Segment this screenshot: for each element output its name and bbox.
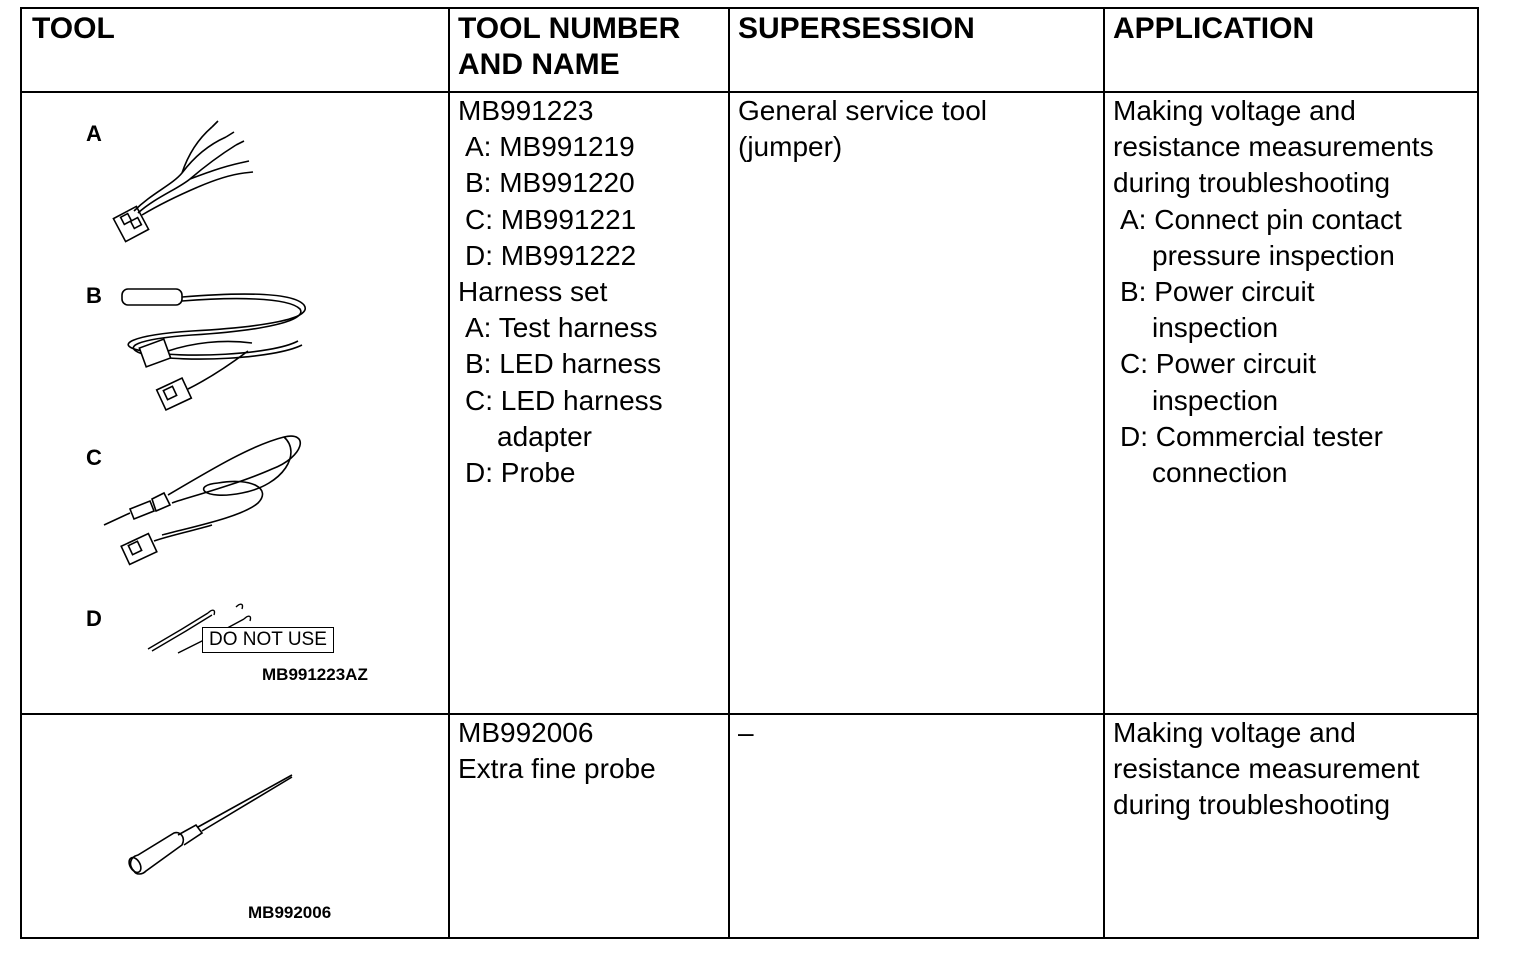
- application-line-1: Making voltage and: [1113, 717, 1356, 748]
- supersession-line-1: General service tool: [738, 95, 988, 126]
- led-harness-drawing: [122, 289, 305, 410]
- component-number-b: B: MB991220: [465, 167, 635, 199]
- header-tool: TOOL: [32, 12, 115, 45]
- tool-name: Extra fine probe: [458, 753, 656, 785]
- harness-drawings: [22, 93, 446, 713]
- tool-number: MB991223: [458, 95, 594, 126]
- application-item-d: D: Commercial tester: [1120, 420, 1383, 452]
- application-item-d-cont: connection: [1152, 457, 1288, 489]
- tool-label-a: A: [86, 121, 102, 146]
- do-not-use-label: DO NOT USE: [202, 627, 334, 653]
- harness-set-illustration: [22, 93, 446, 713]
- supersession-mb991223: [738, 93, 987, 165]
- test-harness-drawing: [113, 121, 253, 242]
- application-line-2: resistance measurements: [1113, 131, 1434, 163]
- application-item-c: C: Power circuit: [1120, 348, 1317, 380]
- component-number-a: A: MB991219: [465, 131, 635, 163]
- application-item-a-cont: pressure inspection: [1152, 239, 1395, 271]
- application-item-a: A: Connect pin contact: [1120, 203, 1402, 235]
- application-item-b-cont: inspection: [1152, 312, 1279, 344]
- column-divider-2: [728, 9, 730, 937]
- supersession-line-2: (jumper): [738, 131, 843, 163]
- header-tool-number-line2: AND NAME: [458, 48, 620, 81]
- application-line-3: during troubleshooting: [1113, 789, 1391, 821]
- application-line-3: during troubleshooting: [1113, 167, 1391, 199]
- special-tools-table: [20, 7, 1479, 939]
- component-name-b: B: LED harness: [465, 348, 662, 380]
- application-mb992006: [1113, 715, 1420, 824]
- tool-name: Harness set: [458, 276, 608, 308]
- column-divider-1: [448, 9, 450, 937]
- component-number-c: C: MB991221: [465, 203, 637, 235]
- supersession-mb992006: [738, 715, 754, 751]
- component-number-d: D: MB991222: [465, 239, 637, 271]
- application-item-c-cont: inspection: [1152, 384, 1279, 416]
- illustration-caption-mb991223az: MB991223AZ: [262, 665, 368, 684]
- component-name-c: C: LED harness: [465, 384, 663, 416]
- led-harness-adapter-drawing: [104, 436, 300, 564]
- header-supersession: SUPERSESSION: [738, 12, 975, 45]
- application-item-b: B: Power circuit: [1120, 276, 1315, 308]
- supersession-dash: –: [738, 717, 754, 748]
- application-mb991223: [1113, 93, 1434, 491]
- component-name-a: A: Test harness: [465, 312, 658, 344]
- tool-number-name-mb992006: [458, 715, 656, 787]
- component-name-d: D: Probe: [465, 457, 576, 489]
- tool-label-c: C: [86, 445, 102, 470]
- column-divider-3: [1103, 9, 1105, 937]
- extra-fine-probe-illustration: [22, 715, 446, 937]
- header-tool-number-name: [458, 11, 680, 83]
- application-line-2: resistance measurement: [1113, 753, 1420, 785]
- header-tool-number-line1: TOOL NUMBER: [458, 12, 681, 45]
- extra-fine-probe-drawing: [22, 715, 446, 937]
- tool-label-d: D: [86, 606, 102, 631]
- application-line-1: Making voltage and: [1113, 95, 1356, 126]
- tool-number-name-mb991223: [458, 93, 663, 491]
- component-name-c-cont: adapter: [497, 420, 592, 452]
- tool-number: MB992006: [458, 717, 594, 748]
- header-application: APPLICATION: [1113, 12, 1315, 45]
- tool-label-b: B: [86, 283, 102, 308]
- illustration-caption-mb992006: MB992006: [248, 903, 332, 922]
